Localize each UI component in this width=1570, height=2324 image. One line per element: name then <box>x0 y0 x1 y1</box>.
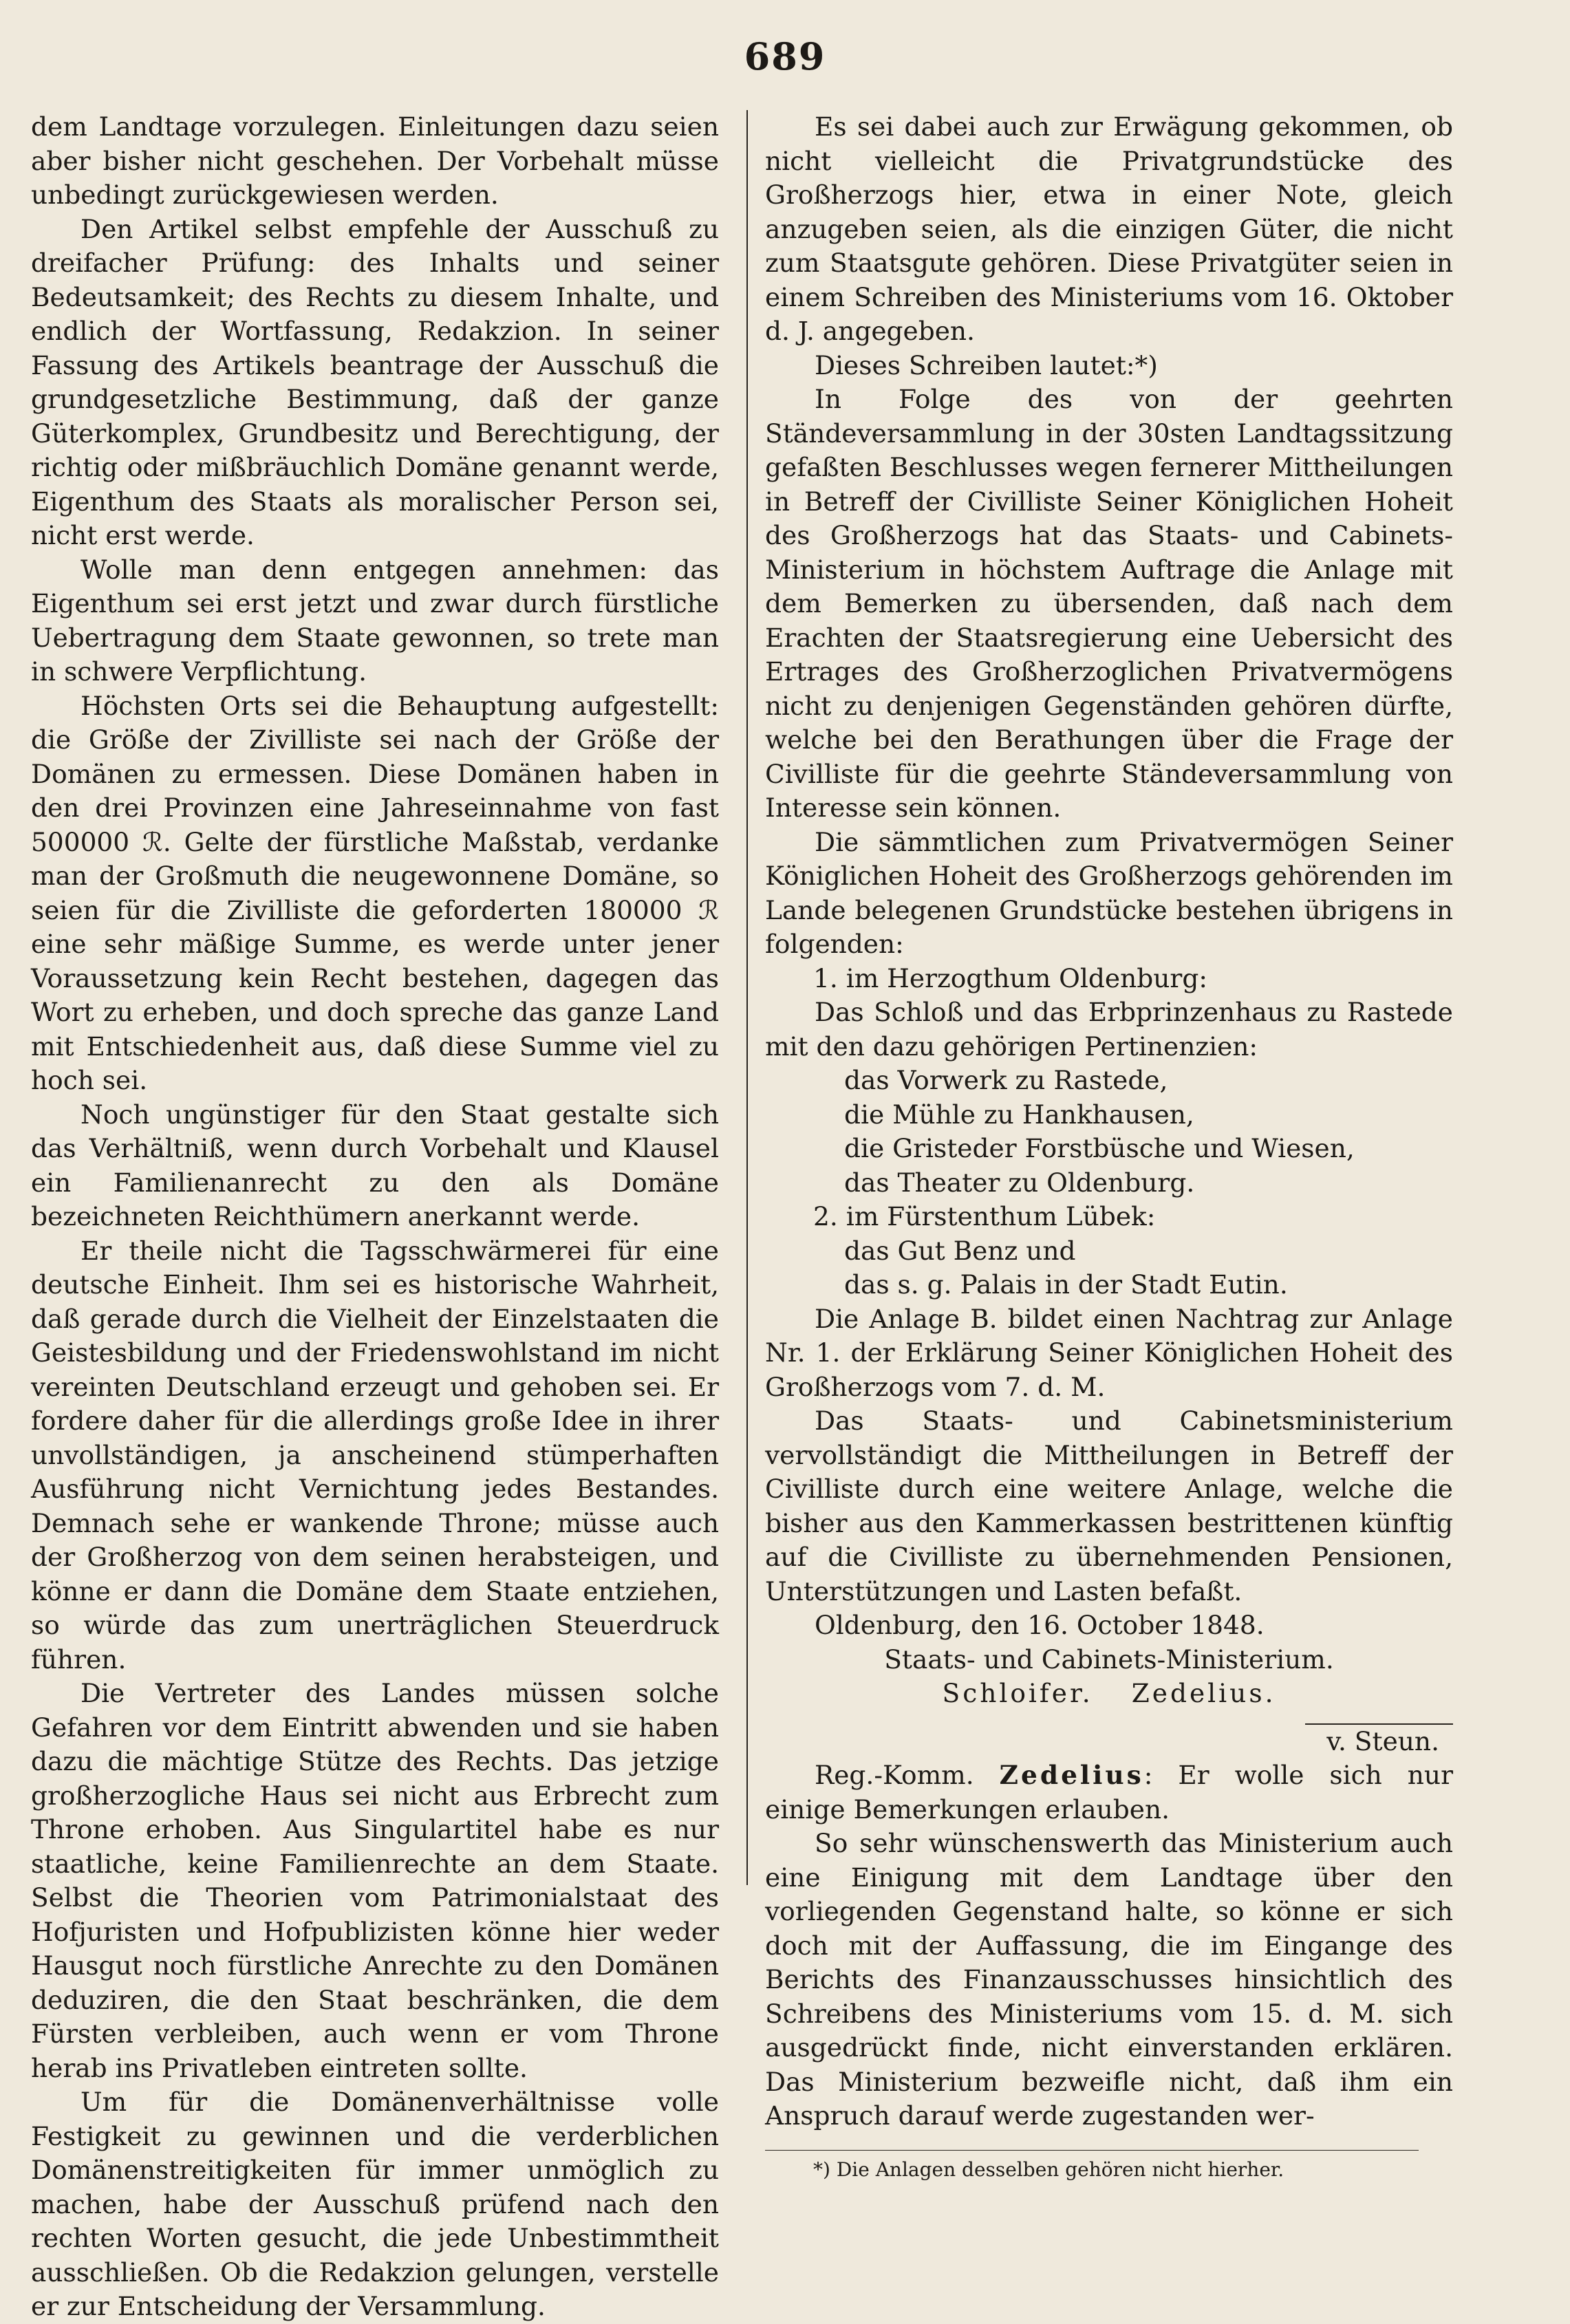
paragraph: dem Landtage vorzulegen. Einleitungen dazu seien aber bisher nicht geschehen. Der Vorbehalt müsse unbedingt zurückgewiesen werden. <box>31 111 719 210</box>
place-date: Oldenburg, den 16. October 1848. <box>815 1610 1265 1640</box>
signature-name: Zedelius. <box>1131 1678 1276 1708</box>
paragraph: Er theile nicht die Tagsschwärmerei für eine deutsche Einheit. Ihm sei es historische Wahrheit, daß gerade durch die Vielheit der Einzelstaaten die Geistesbildung und der Friedenswohlstand im nicht vereinten Deutschland erzeugt und gehoben sei. Er fordere daher für die allerdings große Idee in ihrer unvollständigen, ja anscheinend stümperhaften Ausführung nicht Vernichtung jedes Bestandes. Demnach sehe er wankende Throne; müsse auch der Großherzog von dem seinen herabsteigen, und könne er dann die Domäne dem Staate entziehen, so würde das zum unerträglichen Steuerdruck führen. <box>31 1235 719 1675</box>
list-item: die Gristeder Forstbüsche und Wiesen, <box>844 1133 1355 1163</box>
ministry-signature: Staats- und Cabinets-Ministerium. <box>884 1644 1334 1675</box>
list-item: die Mühle zu Hankhausen, <box>844 1099 1194 1130</box>
list-item: das Vorwerk zu Rastede, <box>844 1065 1168 1095</box>
letter-paragraph: Die sämmtlichen zum Privatvermögen Seiner Königlichen Hoheit des Großherzogs gehörenden im Lande belegenen Grundstücke bestehen übrigens in folgenden: <box>765 826 1453 959</box>
paragraph: Um für die Domänenverhältnisse volle Festigkeit zu gewinnen und die verderblichen Domänenstreitigkeiten für immer unmöglich zu machen, habe der Ausschuß prüfend nach den rechten Worten gesucht, die jede Unbestimmtheit ausschließen. Ob die Redakzion gelungen, verstelle er zur Entscheidung der Versammlung. <box>31 2087 719 2321</box>
list-heading: 1. im Herzogthum Oldenburg: <box>813 962 1207 993</box>
footnote-rule <box>765 2150 1419 2151</box>
speaker-paragraph <box>765 1758 1453 1827</box>
paragraph: So sehr wünschenswerth das Ministerium auch eine Einigung mit dem Landtage über den vorliegenden Gegenstand halte, so könne er sich doch mit der Auffassung, die im Eingange des Berichts des Finanzausschusses hinsichtlich des Schreibens des Ministeriums vom 15. d. M. sich ausgedrückt finde, nicht einverstanden erklären. Das Ministerium bezweifle nicht, daß ihm ein Anspruch darauf werde zugestanden wer- <box>765 1828 1453 2131</box>
signatures <box>765 1677 1453 1711</box>
column-divider <box>746 110 748 1885</box>
list-item: das s. g. Palais in der Stadt Eutin. <box>844 1269 1288 1300</box>
paragraph: Wolle man denn entgegen annehmen: das Eigenthum sei erst jetzt und zwar durch fürstliche Uebertragung dem Staate gewonnen, so trete man in schwere Verpflichtung. <box>31 554 719 687</box>
speaker-title: Reg.-Komm. <box>815 1760 974 1790</box>
paragraph: Den Artikel selbst empfehle der Ausschuß zu dreifacher Prüfung: des Inhalts und seiner Bedeutsamkeit; des Rechts zu diesem Inhalte, und endlich der Wortfassung, Redakzion. In seiner Fassung des Artikels beantrage der Ausschuß die grundgesetzliche Bestimmung, daß der ganze Güterkomplex, Grundbesitz und Berechtigung, der richtig oder mißbräuchlich Domäne genannt werde, Eigenthum des Staats als moralischer Person sei, nicht erst werde. <box>31 213 719 550</box>
right-column <box>765 110 1453 2182</box>
letter-paragraph: Die Anlage B. bildet einen Nachtrag zur Anlage Nr. 1. der Erklärung Seiner Königlichen Hoheit des Großherzogs vom 7. d. M. <box>765 1303 1453 1402</box>
paragraph: Höchsten Orts sei die Behauptung aufgestellt: die Größe der Zivilliste sei nach der Größe der Domänen zu ermessen. Diese Domänen haben in den drei Provinzen eine Jahreseinnahme von fast 500000 ℛ. Gelte der fürstliche Maßstab, verdanke man der Großmuth die neugewonnene Domäne, so seien für die Zivilliste die geforderten 180000 ℛ eine sehr mäßige Summe, es werde unter jener Voraussetzung kein Recht bestehen, dagegen das Wort zu erheben, und doch spreche das ganze Land mit Entschiedenheit aus, daß diese Summe viel zu hoch sei. <box>31 690 719 1095</box>
page-number: 689 <box>744 34 826 78</box>
letter-paragraph: Das Staats- und Cabinetsministerium vervollständigt die Mittheilungen in Betreff der Civilliste durch eine weitere Anlage, welche die bisher aus den Kammerkassen bestrittenen künftig auf die Civilliste zu übernehmenden Pensionen, Unterstützungen und Lasten befaßt. <box>765 1406 1453 1606</box>
speaker-name: Zedelius <box>999 1760 1144 1790</box>
letter-paragraph: In Folge des von der geehrten Ständeversammlung in der 30sten Landtagssitzung gefaßten Beschlusses wegen fernerer Mittheilungen in Betreff der Civilliste Seiner Königlichen Hoheit des Großherzogs hat das Staats- und Cabinets-Ministerium in höchstem Auftrage die Anlage mit dem Bemerken zu übersenden, daß nach dem Erachten der Staatsregierung eine Uebersicht des Ertrages des Großherzoglichen Privatvermögens nicht zu denjenigen Gegenständen gehören dürfte, welche bei den Berathungen über die Frage der Civilliste für die geehrte Ständeversammlung von Interesse sein können. <box>765 384 1453 823</box>
paragraph: Noch ungünstiger für den Staat gestalte sich das Verhältniß, wenn durch Vorbehalt und Klausel ein Familienanrecht zu den als Domäne bezeichneten Reichthümern anerkannt werde. <box>31 1099 719 1231</box>
letter-intro: Dieses Schreiben lautet:*) <box>815 349 1158 380</box>
paragraph: Die Vertreter des Landes müssen solche Gefahren vor dem Eintritt abwenden und sie haben dazu die mächtige Stütze des Rechts. Das jetzige großherzogliche Haus sei nicht aus Erbrecht zum Throne erhoben. Aus Singulartitel habe es nur staatliche, keine Familienrechte an dem Staate. Selbst die Theorien vom Patrimonialstaat des Hofjuristen und Hofpublizisten könne hier weder Hausgut noch fürstliche Anrechte zu den Domänen deduziren, die den Staat beschränken, die dem Fürsten verbleiben, auch wenn er vom Throne herab ins Privatleben eintreten sollte. <box>31 1678 719 2083</box>
signature-name: Schloifer. <box>942 1678 1093 1708</box>
paragraph: Es sei dabei auch zur Erwägung gekommen, ob nicht vielleicht die Privatgrundstücke des Großherzogs hier, etwa in einer Note, gleich anzugeben seien, als die einzigen Güter, die nicht zum Staatsgute gehören. Diese Privatgüter seien in einem Schreiben des Ministeriums vom 16. Oktober d. J. angegeben. <box>765 111 1453 346</box>
list-item: das Gut Benz und <box>844 1235 1076 1266</box>
list-text: Das Schloß und das Erbprinzenhaus zu Rastede mit den dazu gehörigen Pertinenzien: <box>765 997 1453 1062</box>
speaker-text: : Er wolle sich nur einige Bemerkungen erlauben. <box>765 1760 1453 1825</box>
footnote: *) Die Anlagen desselben gehören nicht hierher. <box>813 2158 1284 2181</box>
left-column <box>31 110 719 2324</box>
list-heading: 2. im Fürstenthum Lübek: <box>813 1201 1156 1231</box>
list-item: das Theater zu Oldenburg. <box>844 1167 1195 1198</box>
signature-name: v. Steun. <box>1326 1725 1439 1756</box>
